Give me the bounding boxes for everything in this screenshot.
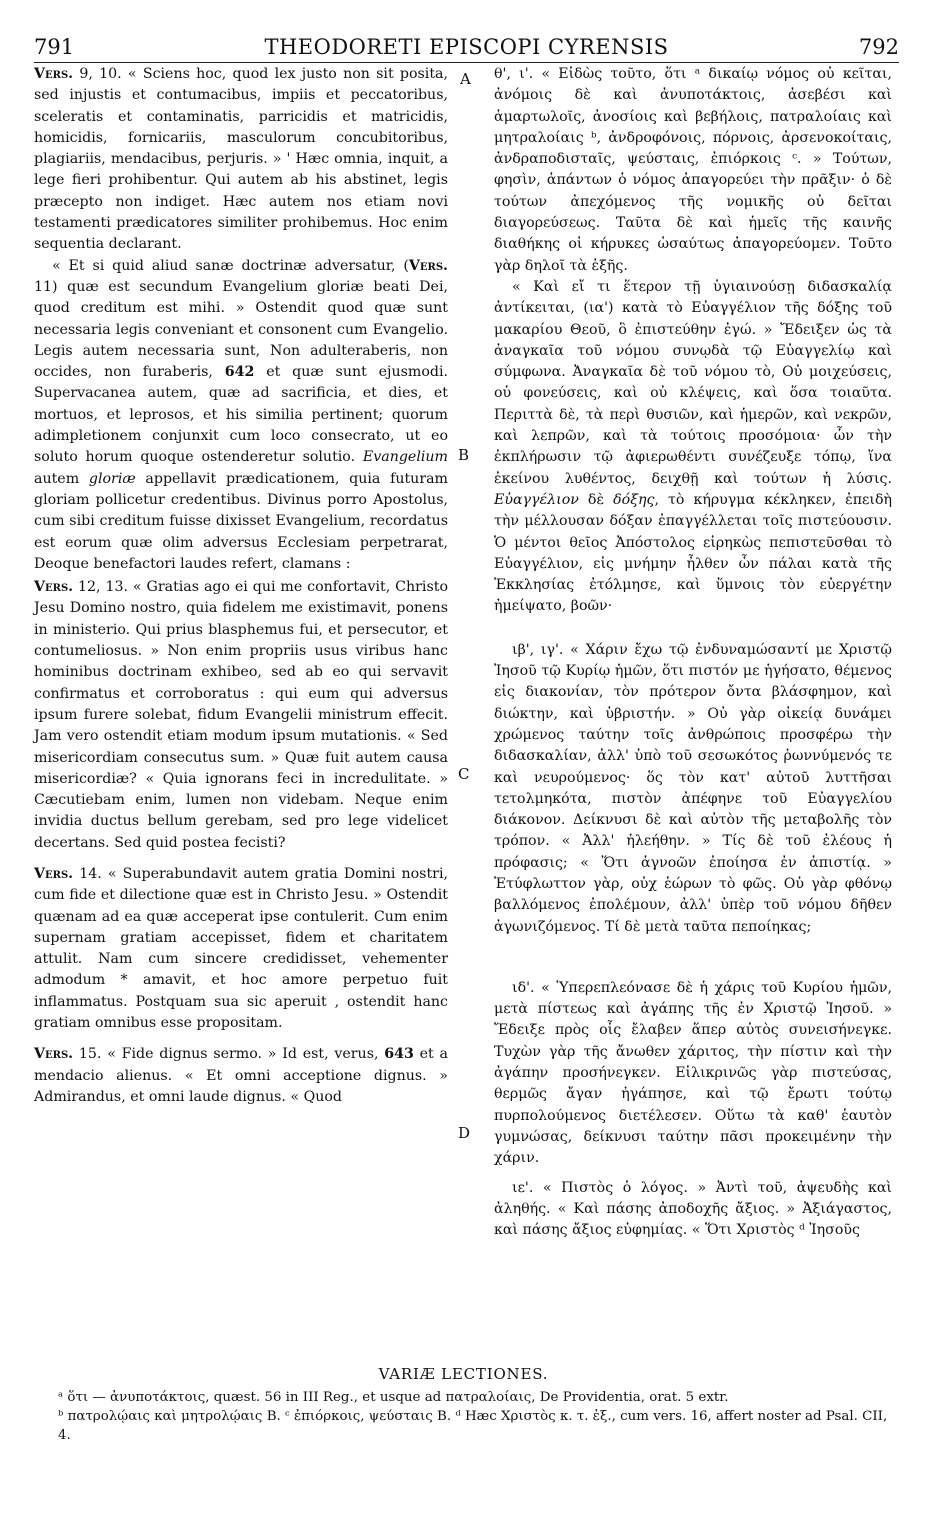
column-number: 643 xyxy=(384,1046,414,1063)
greek-paragraph-11 xyxy=(494,277,892,618)
latin-text: et quæ sunt ejusmodi. Supervacanea autem, quæ ad sacrificia, et dies, et mortuos, et leprosos, et his similia pertinent; quorum adimpletionem conjunxit cum loco consecrato, ut eo soluto horum quoque ostenderetur solutio. xyxy=(34,364,448,466)
greek-text: , τὸ κήρυγμα κέκληκεν, ἐπειδὴ τὴν μέλλουσαν δόξαν ἐπαγγέλλεται τοῖς πιστεύουσιν. Ὁ μέντοι θεῖος Ἀπόστολος εἰρηκὼς πεπιστεῦσθαι τὸ Εὐαγγέλιον, εἰς μνήμην ἦλθεν ὧν πάλαι κατὰ τῆς Ἐκκλησίας ἐτόλμησε, καὶ ὕμνοις τὸν εὐεργέτην ἠμείψατο, βοῶν· xyxy=(494,491,892,615)
greek-paragraph-12-13: ιβ', ιγ'. « Χάριν ἔχω τῷ ἐνδυναμώσαντί με Χριστῷ Ἰησοῦ τῷ Κυρίῳ ἡμῶν, ὅτι πιστόν με ἡγήσατο, θέμενος εἰς διακονίαν, τὸν πρότερον ὄντα βλάσφημον, καὶ διώκτην, καὶ ὑβριστήν. » Οὐ γὰρ οἰκείᾳ δυνάμει χρώμενος ταύτην τοῖς ἀνθρώποις προσφέρω τὴν διδασκαλίαν, ἀλλ' ὑπὸ τοῦ σεσωκότος ῥωννύμενός τε καὶ νευρούμενος· ὅς τὸν κατ' αὐτοῦ λυττῆσαι τετολμηκότα, πιστὸν ἀπέφηνε τοῦ Εὐαγγελίου διάκονον. Δείκνυσι δὲ καὶ αὐτὸν τῆς μεταβολῆς τὸν τρόπον. « Ἀλλ' ἠλεήθην. » Τίς δὲ τοῦ ἐλέους ἡ πρόφασις; « Ὅτι ἀγνοῶν ἐποίησα ἐν ἀπιστίᾳ. » Ἐτύφλωττον γὰρ, οὐχ ἑώρων τὸ φῶς. Οὐ γὰρ φθόνῳ βαλλόμενος ἐπολέμουν, ἀλλ' ὑπὲρ τοῦ νόμου δῆθεν ἀγωνιζόμενος. Τί δὲ μετὰ ταῦτα πεποίηκας; xyxy=(494,641,892,935)
verse-label: Vers. xyxy=(34,579,74,596)
page-number-left: 791 xyxy=(34,35,75,59)
verse-label: Vers. xyxy=(408,257,448,274)
footnote-line: ᵇ πατρολῴαις καὶ μητρολῴαις B. ᶜ ἐπιόρκοις, ψεύσταις B. ᵈ Hæc Χριστὸς κ. τ. ἑξ., cum vers. 16, affert noster ad Psal. CII, 4. xyxy=(58,1409,888,1443)
verse-label: Vers. xyxy=(34,66,74,82)
latin-text: et a mendacio alienus. « Et omni acceptione dignus. » Admirandus, et omni laude dignus. « Quod xyxy=(34,1046,448,1105)
latin-paragraph-vers-14 xyxy=(34,864,448,1034)
margin-marker-c: C xyxy=(458,765,470,783)
running-title: THEODORETI EPISCOPI CYRENSIS xyxy=(264,35,669,59)
latin-text: 12, 13. « Gratias ago ei qui me confortavit, Christo Jesu Domino nostro, quia fidelem me existimavit, ponens in ministerio. Qui prius blasphemus fui, et persecutor, et contumeliosus. » Non enim propriis usus viribus hanc hominibus doctrinam exhibeo, sed ab eo qui servavit confirmatus et corroboratus : qui eum qui adversus ipsum furere solebat, fidum Evangelii ministrum effecit. Jam vero ostendit etiam modum ipsum mutationis. « Sed misericordiam consecutus sum. » Quæ fuit autem causa misericordiæ? « Quia ignorans feci in incredulitate. » Cæcutiebam enim, lumen non videbam. Neque enim invidia ductus bellum gerebam, sed pro lege videlicet decertans. Sed quid postea fecisti? xyxy=(34,579,448,851)
greek-paragraph-9-10: θ', ι'. « Εἰδὼς τοῦτο, ὅτι ᵃ δικαίῳ νόμος οὐ κεῖται, ἀνόμοις δὲ καὶ ἀνυποτάκτοις, ἀσεβέσι καὶ ἁμαρτωλοῖς, ἀνοσίοις καὶ βεβήλοις, πατραλοίαις καὶ μητραλοίαις ᵇ, ἀνδροφόνοις, πόρνοις, ἀρσενοκοίταις, ἀνδραποδισταῖς, ψεύσταις, ἐπιόρκοις ᶜ. » Τούτων, φησὶν, ἁπάντων ὁ νόμος ἀπαγορεύει τὴν πρᾶξιν· ὁ δὲ τούτων ἀπεχόμενος τῆς νομικῆς οὐ δεῖται διαγορεύσεως. Ταῦτα δὲ καὶ ἡμεῖς τῆς καινῆς διαθήκης οἱ κήρυκες ὡσαύτως ἀπαγορεύομεν. Τοῦτο γὰρ δηλοῖ τὰ ἑξῆς. xyxy=(494,66,892,274)
latin-text: autem xyxy=(34,470,89,487)
footnotes xyxy=(58,1388,894,1445)
latin-text: 14. « Superabundavit autem gratia Domini nostri, cum fide et dilectione quæ est in Christo Jesu. » Ostendit quænam ad ea quæ acceperat ipse contulerit. Cum enim supernam gratiam accepisset, fidem et charitatem attulit. Nam cum sincere credidisset, vehementer admodum * amavit, et hoc amore perpetuo fuit inflammatus. Postquam sua sic aperuit , ostendit hanc gratiam omnibus esse propositam. xyxy=(34,865,448,1032)
margin-marker-d: D xyxy=(458,1124,471,1142)
latin-italic: Evangelium xyxy=(362,449,448,466)
latin-paragraph-vers-15 xyxy=(34,1044,448,1108)
greek-text: δὲ xyxy=(578,491,614,508)
greek-paragraph-15: ιε'. « Πιστὸς ὁ λόγος. » Ἀντὶ τοῦ, ἀψευδὴς καὶ ἀληθής. « Καὶ πάσης ἀποδοχῆς ἄξιος. » Ἀξιάγαστος, καὶ πάσης ἄξιος εὐφημίας. « Ὅτι Χριστὸς ᵈ Ἰησοῦς xyxy=(494,1179,892,1239)
greek-text: « Καὶ εἴ τι ἕτερον τῇ ὑγιαινούσῃ διδασκαλίᾳ ἀντίκειται, (ια') κατὰ τὸ Εὐαγγέλιον τῆς δόξης τοῦ μακαρίου Θεοῦ, ὃ ἐπιστεύθην ἐγώ. » Ἔδειξεν ὡς τὰ ἀναγκαῖα τοῦ νόμου συνῳδὰ τῷ Εὐαγγελίῳ καὶ σύμφωνα. Ἀναγκαῖα δὲ τοῦ νόμου τὸ, Οὐ μοιχεύσεις, οὐ φονεύσεις, καὶ οὐ κλέψεις, καὶ ὅσα τοιαῦτα. Περιττὰ δὲ, τὰ περὶ θυσιῶν, καὶ ἡμερῶν, καὶ νεκρῶν, καὶ λεπρῶν, καὶ τὰ τούτοις προσόμοια· ὧν τὴν ἐκπλήρωσιν τῷ ἀφιερωθέντι συνέζευξε τόπῳ, ἵνα ἐκείνου λυθέντος, δειχθῇ καὶ τούτων ἡ λύσις. xyxy=(494,278,892,487)
latin-text: « Et si quid aliud sanæ doctrinæ adversatur, ( xyxy=(52,257,409,274)
greek-italic: δόξης xyxy=(613,491,655,508)
greek-italic: Εὐαγγέλιον xyxy=(494,491,579,508)
latin-text: 9, 10. « Sciens hoc, quod lex justo non sit posita, sed injustis et contumacibus, impiis et peccatoribus, sceleratis et contaminatis, parricidis et matricidis, homicidis, fornicariis, masculorum concubitoribus, plagiariis, mendacibus, perjuris. » ' Hæc omnia, inquit, a lege fieri prohibentur. Qui autem ab his abstinet, legis præcepto non indiget. Hæc autem nos etiam novi testamenti prædicatores similiter prohibemus. Hoc enim sequentia declarant. xyxy=(34,66,448,253)
verse-label: Vers. xyxy=(34,865,74,882)
latin-text: appellavit prædicationem, quia futuram gloriam pollicetur credentibus. Divinus porro Apostolus, cum sibi creditum fuisse dixisset Evangelium, recordatus est eorum quæ olim adversus Ecclesiam perpetrarat, Deoque benefactori laudes refert, clamans : xyxy=(34,470,449,572)
footnote-line: ᵃ ὅτι — ἀνυποτάκτοις, quæst. 56 in III Reg., et usque ad πατραλοίαις, De Providentia, orat. 5 extr. xyxy=(58,1390,729,1405)
latin-column xyxy=(34,64,448,1108)
latin-paragraph-vers-9-10 xyxy=(34,64,448,256)
page-number-right: 792 xyxy=(858,35,899,59)
margin-marker-a: A xyxy=(460,70,471,88)
latin-paragraph-vers-12-13 xyxy=(34,577,448,854)
header-rule xyxy=(34,62,899,63)
latin-text: 15. « Fide dignus sermo. » Id est, verus, xyxy=(73,1046,385,1063)
greek-column xyxy=(494,64,892,1241)
variae-lectiones-title: VARIÆ LECTIONES. xyxy=(378,1365,549,1383)
greek-paragraph-14: ιδ'. « Ὑπερεπλεόνασε δὲ ἡ χάρις τοῦ Κυρίου ἡμῶν, μετὰ πίστεως καὶ ἀγάπης τῆς ἐν Χριστῷ Ἰησοῦ. » Ἔδειξε πρὸς οἷς ἔλαβεν ἅπερ αὐτὸς συνεισήνεγκε. Τυχὼν γὰρ τῆς ἄνωθεν χάριτος, τὴν πίστιν καὶ τὴν ἀγάπην προσήνεγκεν. Εἰλικρινῶς γὰρ πιστεύσας, θερμῶς ἄγαν ἠγάπησε, καὶ τῷ ἔρωτι τούτῳ πυρπολούμενος διετέλεσεν. Οὕτω τὰ καθ' ἑαυτὸν γυμνώσας, δείκνυσι ταύτην πᾶσι προκειμένην τὴν χάριν. xyxy=(494,979,892,1167)
latin-italic: gloriæ xyxy=(88,470,136,487)
verse-label: Vers. xyxy=(34,1046,74,1063)
page-header xyxy=(34,34,899,60)
column-number: 642 xyxy=(224,364,255,381)
latin-paragraph-vers-11 xyxy=(34,256,448,575)
latin-text: 11) quæ est secundum Evangelium gloriæ beati Dei, quod creditum est mihi. » Ostendit quod quæ sunt necessaria legis conveniant et consonent cum Evangelio. Legis autem necessaria sunt, Non adulteraberis, non occides, non furaberis, xyxy=(34,278,448,381)
margin-marker-b: B xyxy=(458,446,470,464)
